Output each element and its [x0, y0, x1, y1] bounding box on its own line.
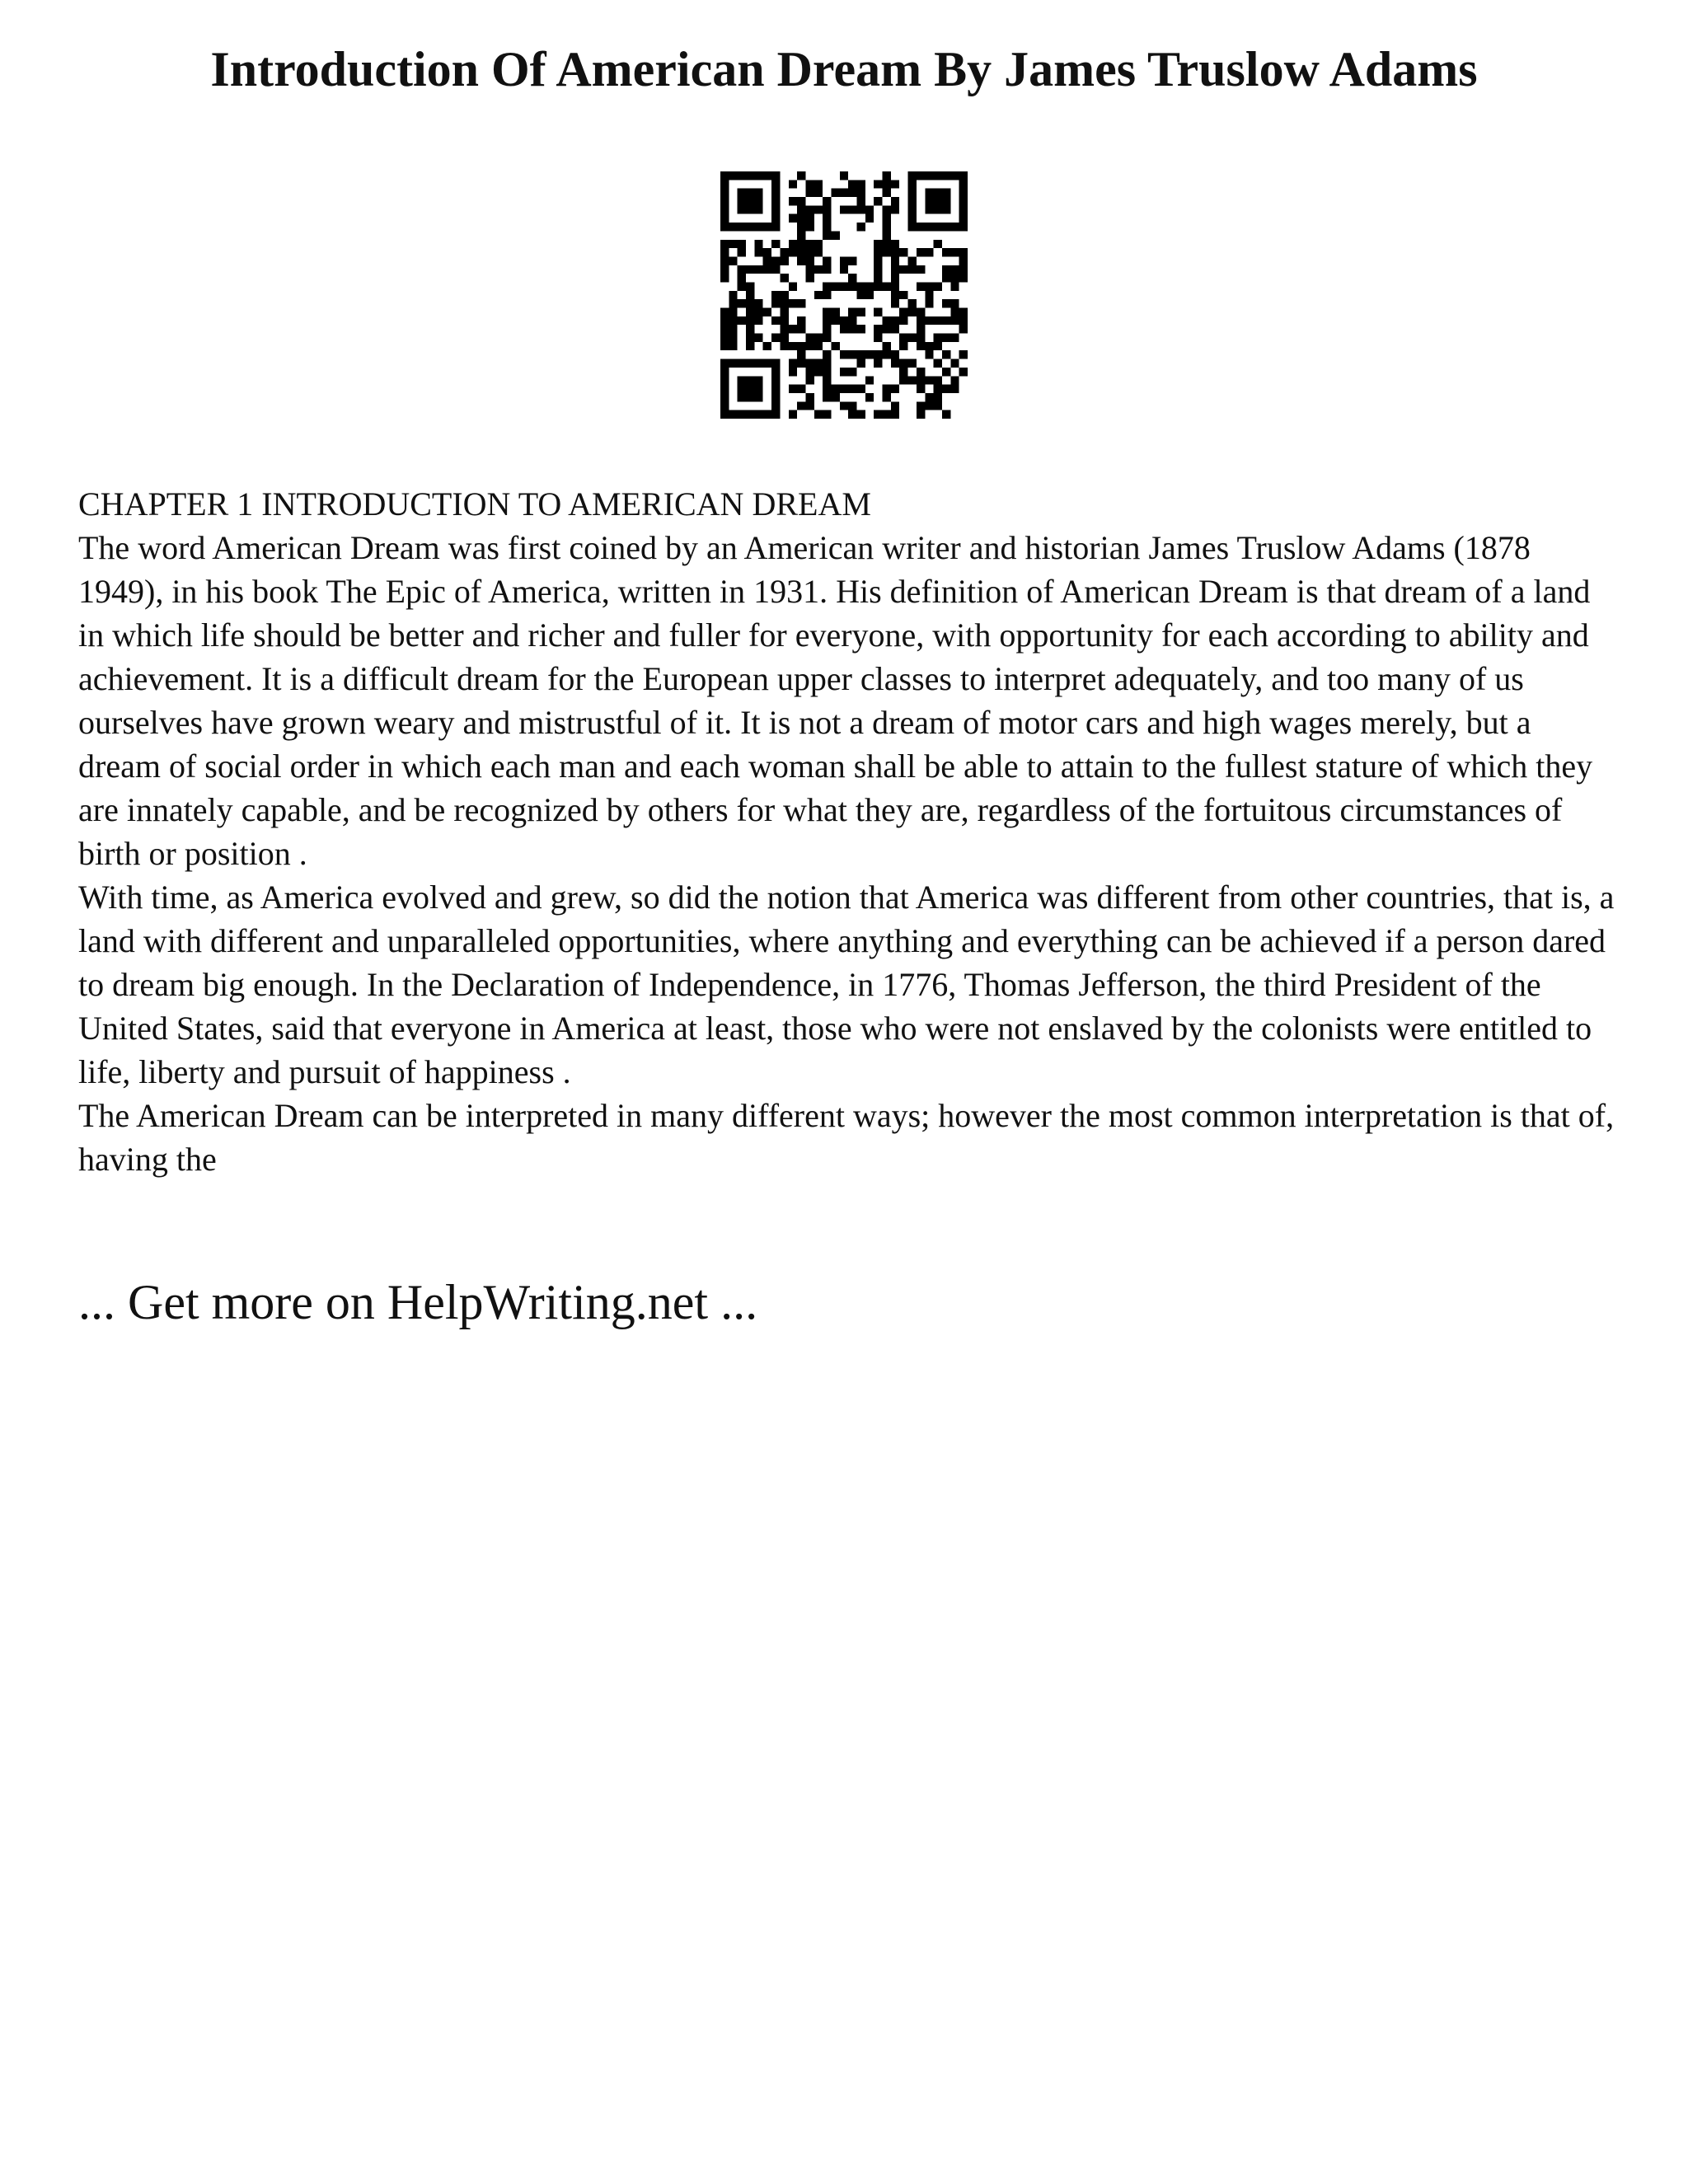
page-title: Introduction Of American Dream By James Truslow Adams: [210, 42, 1478, 96]
paragraph-2: With time, as America evolved and grew, so did the notion that America was different from other countries, that is, a land with different and unparalleled opportunities, where anything and everything can be achieved if a person dared to dream big enough. In the Declaration of Independence, in 1776, Thomas Jefferson, the third President of the United States, said that everyone in America at least, those who were not enslaved by the colonists were entitled to life, liberty and pursuit of happiness .: [78, 879, 1615, 1090]
paragraph-1: The word American Dream was first coined by an American writer and historian James Truslow Adams (1878 1949), in his book The Epic of America, written in 1931. His definition of American Dream is that dream of a land in which life should be better and richer and fuller for everyone, with opportunity for each according to ability and achievement. It is a difficult dream for the European upper classes to interpret adequately, and too many of us ourselves have grown weary and mistrustful of it. It is not a dream of motor cars and high wages merely, but a dream of social order in which each man and each woman shall be able to attain to the fullest stature of which they are innately capable, and be recognized by others for what they are, regardless of the fortuitous circumstances of birth or position .: [78, 529, 1593, 872]
qr-code-icon: [720, 171, 968, 419]
article-body: [78, 482, 1620, 1181]
get-more-link[interactable]: ... Get more on HelpWriting.net ...: [78, 1275, 758, 1329]
chapter-heading: CHAPTER 1 INTRODUCTION TO AMERICAN DREAM: [78, 485, 871, 523]
paragraph-3: The American Dream can be interpreted in many different ways; however the most common interpretation is that of, having the: [78, 1097, 1615, 1178]
